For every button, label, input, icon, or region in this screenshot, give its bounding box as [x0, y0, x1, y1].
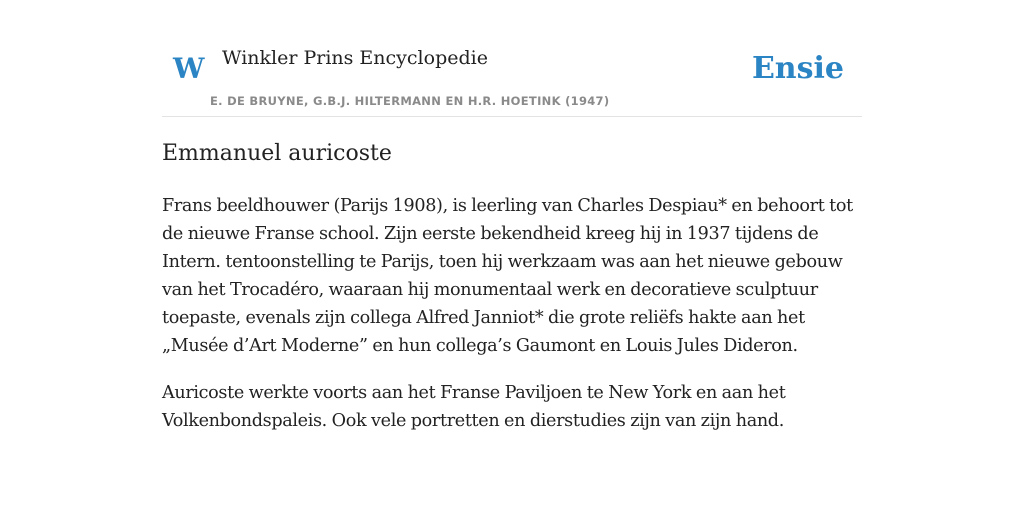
article-body	[162, 192, 862, 454]
publication-title[interactable]: Winkler Prins Encyclopedie	[222, 47, 488, 69]
article-paragraph-2: Auricoste werkte voorts aan het Franse Paviljoen te New York en aan het Volkenbondspaleis. Ook vele portretten en dierstudies zijn van zijn hand.	[162, 383, 786, 431]
article-paragraph-1: Frans beeldhouwer (Parijs 1908), is leerling van Charles Despiau* en behoort tot de nieuwe Franse school. Zijn eerste bekendheid kreeg hij in 1937 tijdens de Intern. tentoonstelling te Parijs, toen hij werkzaam was aan het nieuwe gebouw van het Trocadéro, waaraan hij monumentaal werk en decoratieve sculptuur toepaste, evenals zijn collega Alfred Janniot* die grote reliëfs hakte aan het „Musée d’Art Moderne” en hun collega’s Gaumont en Louis Jules Dideron.	[162, 196, 853, 356]
article-title: Emmanuel auricoste	[162, 141, 392, 166]
winkler-prins-logo[interactable]: W	[173, 52, 205, 85]
ensie-logo[interactable]: Ensie	[751, 51, 844, 86]
publication-authors: E. DE BRUYNE, G.B.J. HILTERMANN EN H.R. HOETINK (1947)	[210, 94, 610, 108]
encyclopedia-header	[162, 0, 862, 117]
